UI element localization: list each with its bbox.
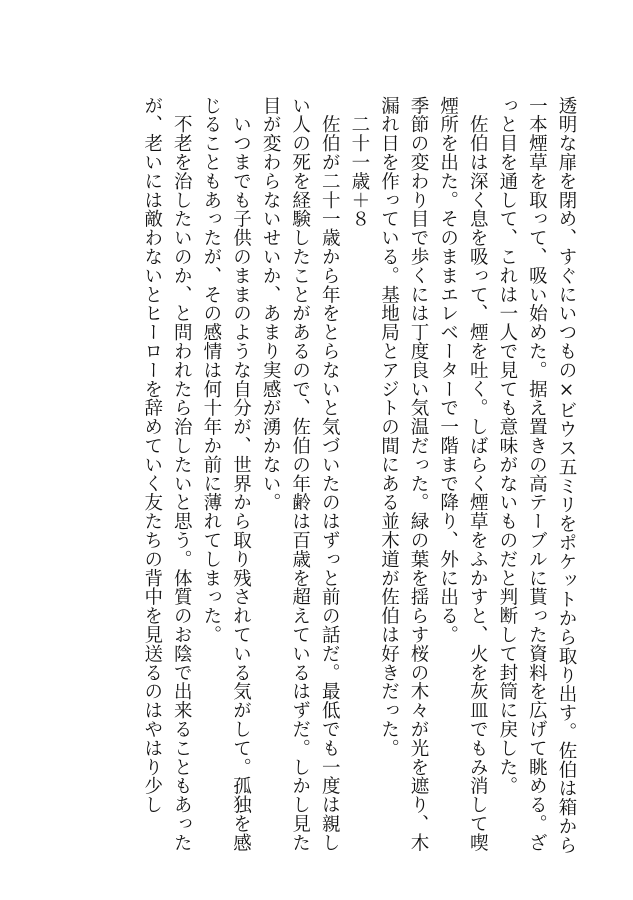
paragraph-4: 佐伯が二十一歳から年をとらないと気づいたのはずっと前の話だ。最低でも一度は親しい人の死を経験したことがあるので、佐伯の年齢は百歳を超えているはずだ。しかし見た目が変わらないせいか、あまり実感が湧かない。 [260, 96, 341, 852]
vertical-text-body [41, 96, 581, 856]
paragraph-6: 不老を治したいのか、と問われたら治したいと思う。体質のお陰で出来ることもあったが、老いには敵わないとヒーローを辞めていく友たちの背中を見送るのはやはり少し [141, 96, 193, 852]
paragraph-5: いつまでも子供のままのような自分が、世界から取り残されている気がして。孤独を感じることもあったが、その感情は何十年か前に薄れてしまった。 [200, 96, 252, 852]
paragraph-3: 季節の変わり目で歩くには丁度良い気温だった。緑の葉を揺らす桜の木々が光を遮り、木漏れ日を作っている。基地局とアジトの間にある並木道が佐伯は好きだった。 [378, 96, 430, 852]
paragraph-1: 透明な扉を閉め、すぐにいつもの×ビウス五ミリをポケットから取り出す。佐伯は箱から一本煙草を取って、吸い始めた。据え置きの高テーブルに貰った資料を広げて眺める。ざっと目を通して、これは一人で見ても意味がないものだと判断して封筒に戻した。 [496, 96, 577, 855]
paragraph-2: 佐伯は深く息を吸って、煙を吐く。しばらく煙草をふかすと、火を灰皿でもみ消して喫煙所を出た。そのままエレベーターで一階まで降り、外に出る。 [437, 96, 489, 852]
section-heading: 二十一歳＋８ [348, 96, 370, 229]
